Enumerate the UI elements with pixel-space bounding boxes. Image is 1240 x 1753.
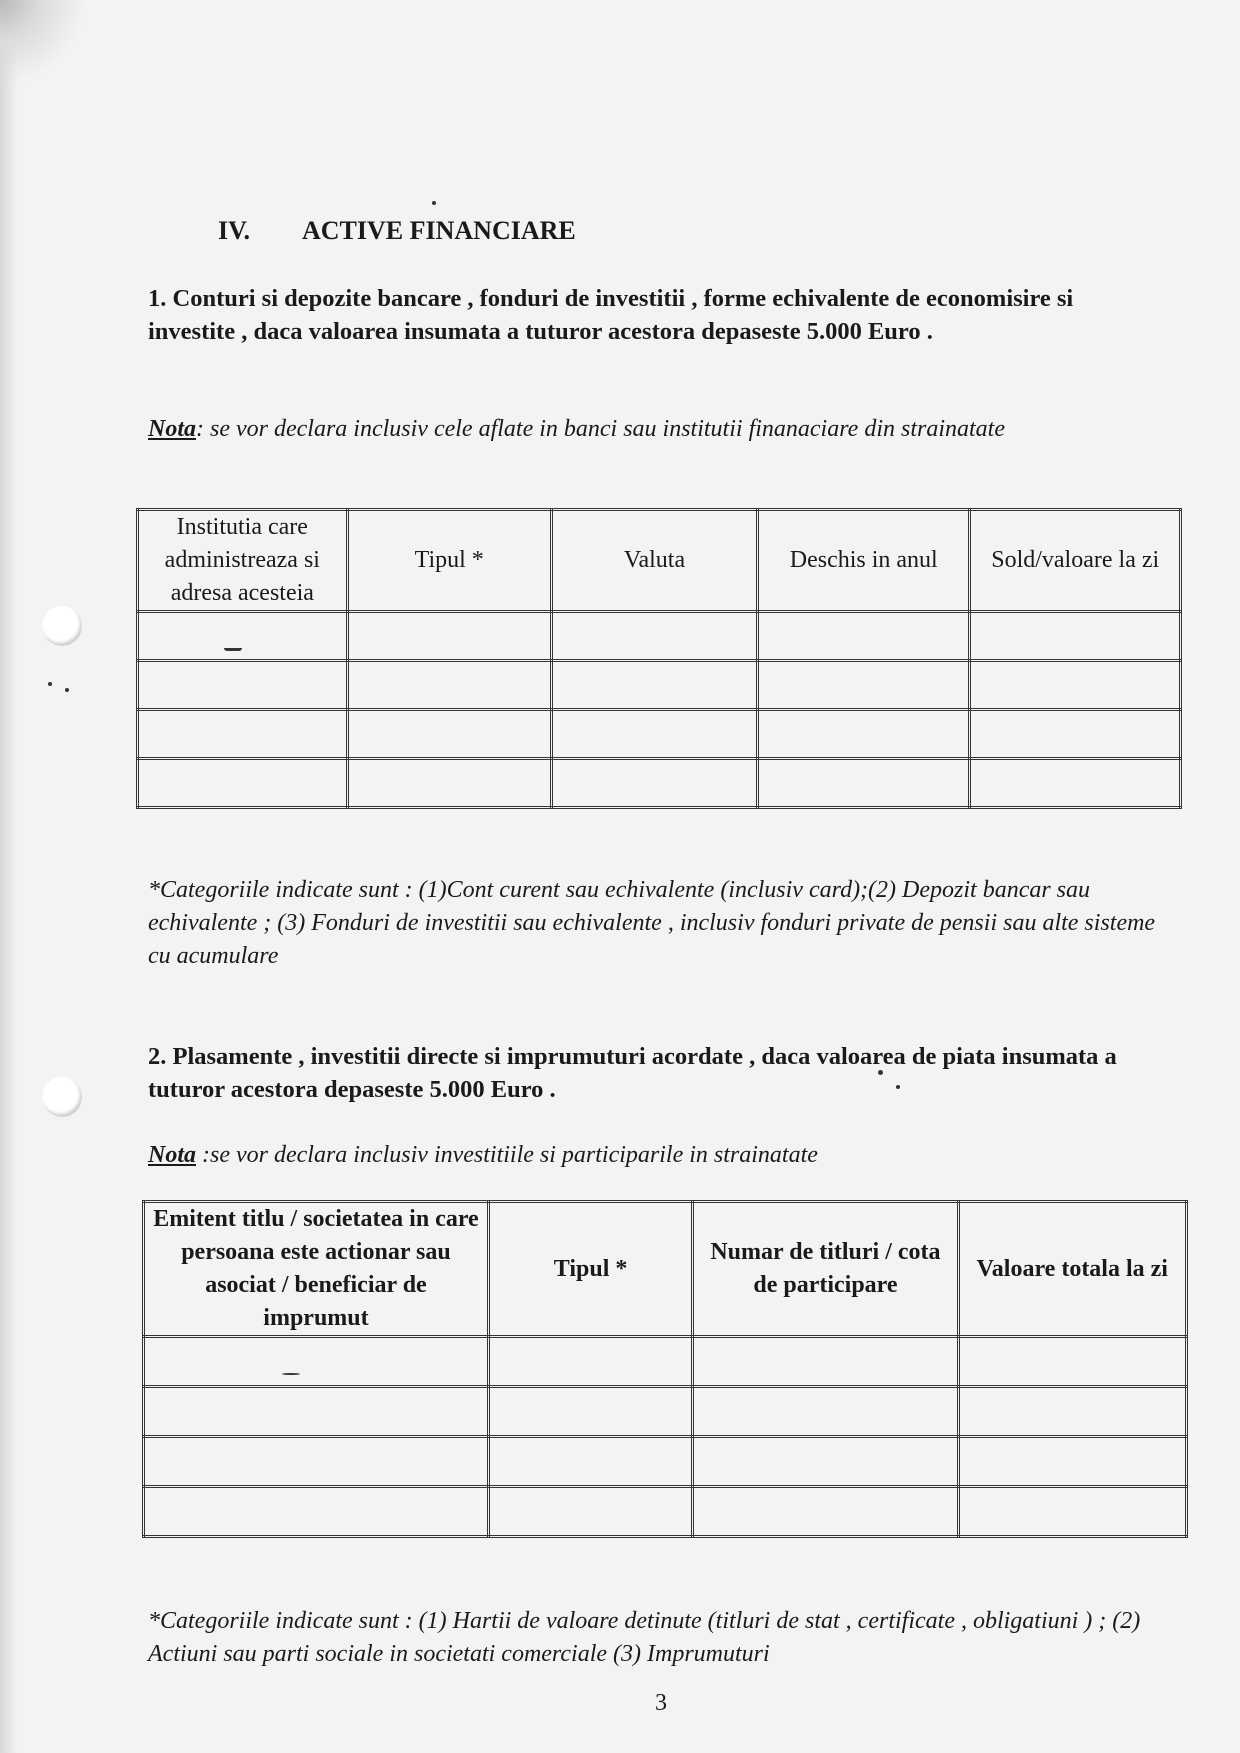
cell-opened-year[interactable] [758, 759, 970, 808]
folded-corner [0, 0, 90, 90]
cell-type[interactable] [347, 710, 551, 759]
part2-note [148, 1139, 1148, 1172]
cell-total-value[interactable] [958, 1387, 1186, 1437]
part1-note [148, 413, 1148, 446]
table-row [138, 612, 1181, 661]
cell-shares-count[interactable] [693, 1387, 958, 1437]
part1-heading: 1. Conturi si depozite bancare , fonduri de investitii , forme echivalente de economisire si investite , daca valoarea insumata a tuturor acestora depaseste 5.000 Euro . [148, 285, 1074, 345]
col-type: Tipul * [488, 1202, 692, 1337]
cell-institution[interactable] [138, 759, 348, 808]
table-row [138, 661, 1181, 710]
cell-issuer[interactable] [144, 1337, 489, 1387]
col-issuer: Emitent titlu / societatea in care persoana este actionar sau asociat / beneficiar de imprumut [144, 1202, 489, 1337]
cell-institution[interactable] [138, 710, 348, 759]
cell-institution[interactable] [138, 612, 348, 661]
punch-hole-top [42, 606, 82, 646]
table-row [138, 759, 1181, 808]
scan-speck [48, 682, 52, 686]
table-row [144, 1487, 1187, 1537]
cell-shares-count[interactable] [693, 1337, 958, 1387]
cell-opened-year[interactable] [758, 661, 970, 710]
cell-shares-count[interactable] [693, 1487, 958, 1537]
cell-balance[interactable] [970, 612, 1181, 661]
table-row [144, 1437, 1187, 1487]
scan-mark [282, 1373, 300, 1375]
cell-balance[interactable] [970, 710, 1181, 759]
col-currency: Valuta [551, 510, 757, 612]
cell-currency[interactable] [551, 612, 757, 661]
col-opened-year: Deschis in anul [758, 510, 970, 612]
scan-edge-shadow [0, 0, 18, 1753]
col-shares-count: Numar de titluri / cota de participare [693, 1202, 958, 1337]
cell-total-value[interactable] [958, 1337, 1186, 1387]
cell-currency[interactable] [551, 661, 757, 710]
table-row [138, 710, 1181, 759]
table-row [144, 1387, 1187, 1437]
col-total-value: Valoare totala la zi [958, 1202, 1186, 1337]
section-title-text: ACTIVE FINANCIARE [302, 216, 576, 245]
section-number: IV. [218, 216, 251, 245]
part2-note-text: :se vor declara inclusiv investitiile si participarile in strainatate [196, 1142, 818, 1168]
part1-footnote: *Categoriile indicate sunt : (1)Cont curent sau echivalente (inclusiv card);(2) Depozit bancar sau echivalente ; (3) Fonduri de investitii sau echivalente , inclusiv fonduri private de pensii sau alte sisteme cu acumulare [148, 877, 1156, 969]
section-title [218, 216, 576, 246]
scan-speck [896, 1085, 900, 1089]
part2-note-label: Nota [148, 1142, 196, 1168]
col-institution: Institutia care administreaza si adresa acesteia [138, 510, 348, 612]
scan-mark [224, 648, 242, 651]
cell-issuer[interactable] [144, 1437, 489, 1487]
cell-shares-count[interactable] [693, 1437, 958, 1487]
cell-issuer[interactable] [144, 1387, 489, 1437]
page-number: 3 [655, 1690, 667, 1716]
part1-note-text: : se vor declara inclusiv cele aflate in banci sau institutii finanaciare din strainatate [196, 416, 1005, 442]
cell-currency[interactable] [551, 710, 757, 759]
cell-type[interactable] [488, 1337, 692, 1387]
cell-type[interactable] [347, 612, 551, 661]
part2-heading: 2. Plasamente , investitii directe si imprumuturi acordate , daca valoarea de piata insumata a tuturor acestora depaseste 5.000 Euro . [148, 1043, 1117, 1103]
cell-type[interactable] [488, 1437, 692, 1487]
cell-type[interactable] [488, 1387, 692, 1437]
cell-opened-year[interactable] [758, 612, 970, 661]
col-type: Tipul * [347, 510, 551, 612]
cell-type[interactable] [488, 1487, 692, 1537]
cell-opened-year[interactable] [758, 710, 970, 759]
cell-issuer[interactable] [144, 1487, 489, 1537]
cell-balance[interactable] [970, 759, 1181, 808]
col-balance: Sold/valoare la zi [970, 510, 1181, 612]
cell-balance[interactable] [970, 661, 1181, 710]
cell-total-value[interactable] [958, 1437, 1186, 1487]
scan-speck [432, 201, 436, 205]
cell-total-value[interactable] [958, 1487, 1186, 1537]
punch-hole-bottom [42, 1077, 82, 1117]
scan-speck [65, 688, 69, 692]
cell-type[interactable] [347, 661, 551, 710]
part2-footnote: *Categoriile indicate sunt : (1) Hartii de valoare detinute (titluri de stat , certificate , obligatiuni ) ; (2) Actiuni sau parti sociale in societati comerciale (3) Imprumuturi [148, 1608, 1141, 1667]
scan-speck [878, 1070, 883, 1075]
part1-note-label: Nota [148, 416, 196, 442]
investments-table [142, 1200, 1188, 1538]
cell-institution[interactable] [138, 661, 348, 710]
bank-accounts-table [136, 508, 1182, 809]
table-header-row [138, 510, 1181, 612]
cell-type[interactable] [347, 759, 551, 808]
table-header-row [144, 1202, 1187, 1337]
table-row [144, 1337, 1187, 1387]
cell-currency[interactable] [551, 759, 757, 808]
